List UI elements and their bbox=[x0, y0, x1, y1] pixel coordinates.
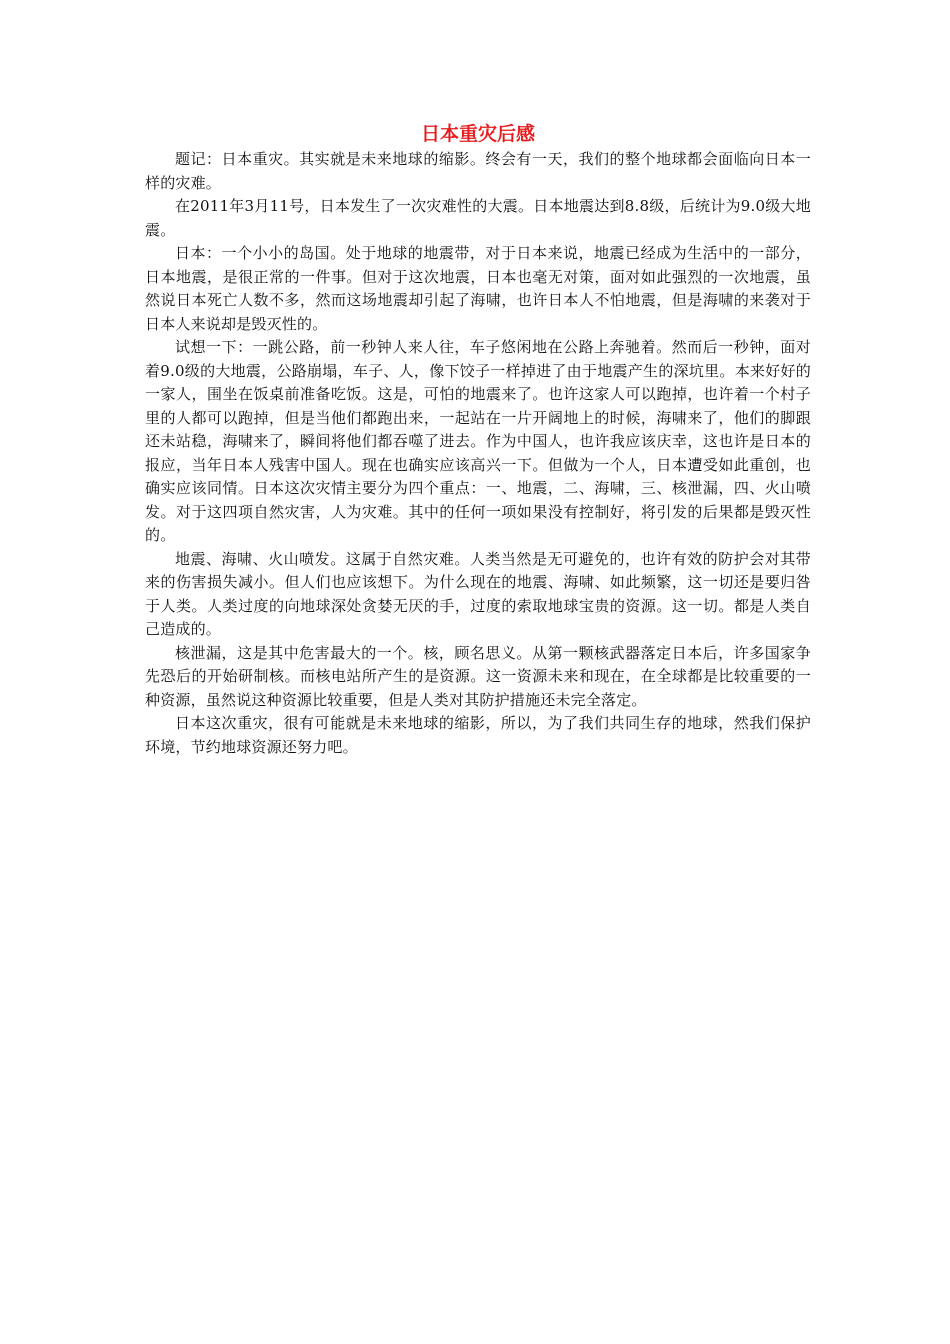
paragraph-epigraph: 题记：日本重灾。其实就是未来地球的缩影。终会有一天，我们的整个地球都会面临向日本一样的灾难。 bbox=[145, 150, 811, 192]
article-title: 日本重灾后感 bbox=[420, 123, 535, 145]
paragraph-conclusion: 日本这次重灾，很有可能就是未来地球的缩影，所以，为了我们共同生存的地球，然我们保护环境，节约地球资源还努力吧。 bbox=[145, 714, 811, 756]
paragraph-imagine: 试想一下：一跳公路，前一秒钟人来人往，车子悠闲地在公路上奔驰着。然而后一秒钟，面对着9.0级的大地震，公路崩塌，车子、人，像下饺子一样掉进了由于地震产生的深坑里。本来好好的一家人，围坐在饭桌前准备吃饭。这是，可怕的地震来了。也许这家人可以跑掉，也许着一个村子里的人都可以跑掉，但是当他们都跑出来，一起站在一片开阔地上的时候，海啸来了，他们的脚跟还未站稳，海啸来了，瞬间将他们都吞噬了进去。作为中国人，也许我应该庆幸，这也许是日本的报应，当年日本人残害中国人。现在也确实应该高兴一下。但做为一个人，日本遭受如此重创，也确实应该同情。日本这次灾情主要分为四个重点：一、地震，二、海啸，三、核泄漏，四、火山喷发。对于这四项自然灾害，人为灾难。其中的任何一项如果没有控制好，将引发的后果都是毁灭性的。 bbox=[145, 338, 811, 544]
article-body bbox=[145, 120, 811, 759]
paragraph-nuclear-leak: 核泄漏，这是其中危害最大的一个。核，顾名思义。从第一颗核武器落定日本后，许多国家争先恐后的开始研制核。而核电站所产生的是资源。这一资源未来和现在，在全球都是比较重要的一种资源，虽然说这种资源比较重要，但是人类对其防护措施还未完全落定。 bbox=[145, 643, 811, 709]
paragraph-natural-disaster: 地震、海啸、火山喷发。这属于自然灾难。人类当然是无可避免的，也许有效的防护会对其带来的伤害损失减小。但人们也应该想下。为什么现在的地震、海啸、如此频繁，这一切还是要归咎于人类。人类过度的向地球深处贪婪无厌的手，过度的索取地球宝贵的资源。这一切。都是人类自己造成的。 bbox=[145, 549, 811, 638]
paragraph-japan-intro: 日本：一个小小的岛国。处于地球的地震带，对于日本来说，地震已经成为生活中的一部分，日本地震，是很正常的一件事。但对于这次地震，日本也毫无对策，面对如此强烈的一次地震，虽然说日本死亡人数不多，然而这场地震却引起了海啸，也许日本人不怕地震，但是海啸的来袭对于日本人来说却是毁灭性的。 bbox=[145, 244, 811, 333]
paragraph-date: 在2011年3月11号，日本发生了一次灾难性的大震。日本地震达到8.8级，后统计为9.0级大地震。 bbox=[145, 197, 811, 239]
